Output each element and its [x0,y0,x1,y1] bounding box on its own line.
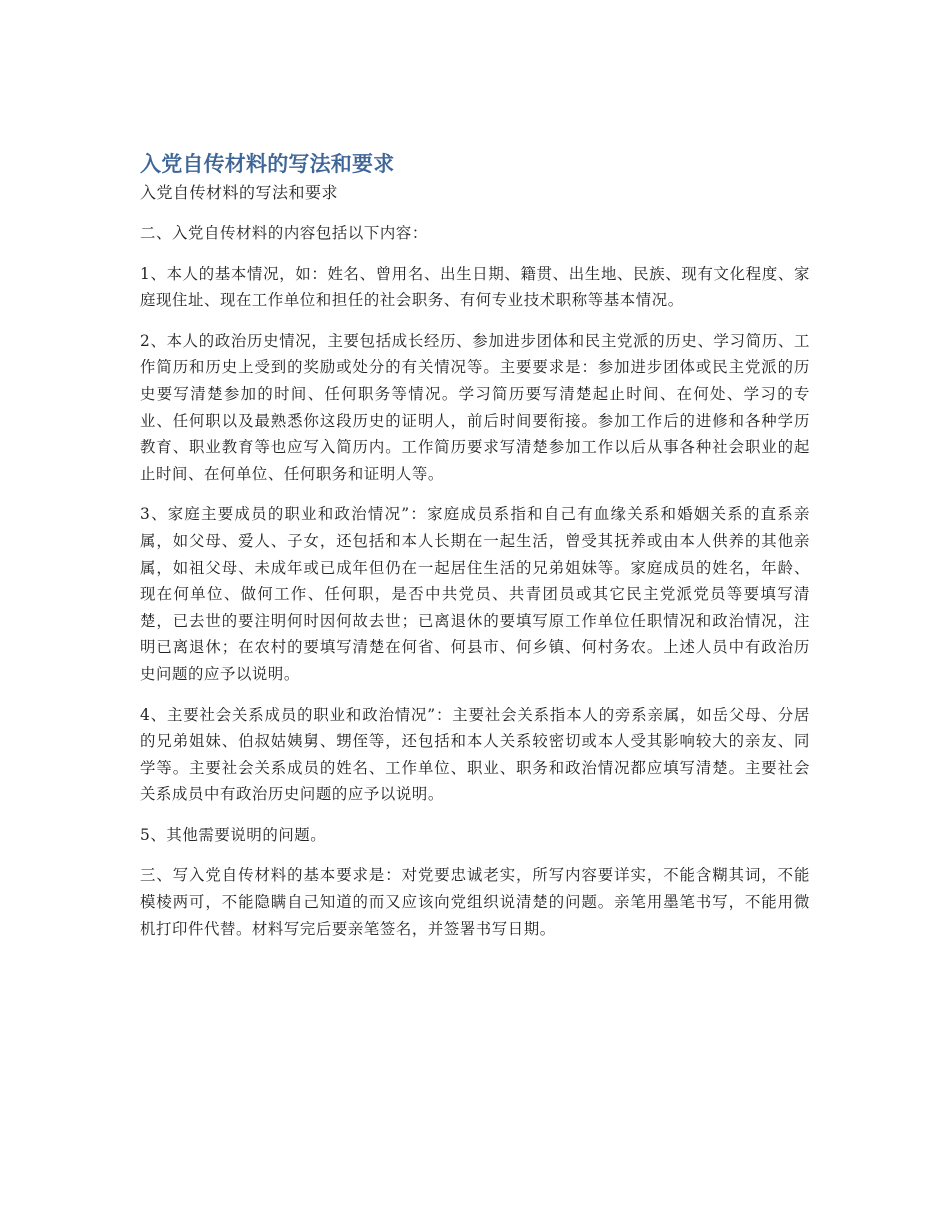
paragraph-item-4-social-relations: 4、主要社会关系成员的职业和政治情况”：主要社会关系指本人的旁系亲属，如岳父母、分居的兄弟姐妹、伯叔姑姨舅、甥侄等，还包括和本人关系较密切或本人受其影响较大的亲友、同学等。主要社会关系成员的姓名、工作单位、职业、职务和政治情况都应填写清楚。主要社会关系成员中有政治历史问题的应予以说明。 [140,705,810,804]
document-body [140,148,810,956]
paragraph-item-2-political-history: 2、本人的政治历史情况，主要包括成长经历、参加进步团体和民主党派的历史、学习简历、工作简历和历史上受到的奖励或处分的有关情况等。主要要求是：参加进步团体或民主党派的历史要写清楚参加的时间、任何职务等情况。学习简历要写清楚起止时间、在何处、学习的专业、任何职以及最熟悉你这段历史的证明人，前后时间要衔接。参加工作后的进修和各种学历教育、职业教育等也应写入简历内。工作简历要求写清楚参加工作以后从事各种社会职业的起止时间、在何单位、任何职务和证明人等。 [140,331,810,483]
paragraph-item-3-family-members: 3、家庭主要成员的职业和政治情况”：家庭成员系指和自己有血缘关系和婚姻关系的直系亲属，如父母、爱人、子女，还包括和本人长期在一起生活，曾受其抚养或由本人供养的其他亲属，如祖父母、未成年或已成年但仍在一起居住生活的兄弟姐妹等。家庭成员的姓名，年龄、现在何单位、做何工作、任何职，是否中共党员、共青团员或其它民主党派党员等要填写清楚，已去世的要注明何时因何故去世；已离退休的要填写原工作单位任职情况和政治情况，注明已离退休；在农村的要填写清楚在何省、何县市、何乡镇、何村务农。上述人员中有政治历史问题的应予以说明。 [140,505,810,683]
paragraph-section-two-intro: 二、入党自传材料的内容包括以下内容： [140,224,428,242]
paragraph-section-three-requirements: 三、写入党自传材料的基本要求是：对党要忠诚老实，所写内容要详实，不能含糊其词，不能模棱两可，不能隐瞒自己知道的而又应该向党组织说清楚的问题。亲笔用墨笔书写，不能用微机打印件代替。材料写完后要亲笔签名，并签署书写日期。 [140,866,810,938]
document-subtitle: 入党自传材料的写法和要求 [140,183,339,202]
document-title: 入党自传材料的写法和要求 [140,152,395,176]
paragraph-item-5-other-issues: 5、其他需要说明的问题。 [140,825,327,844]
paragraph-item-1-basic-info: 1、本人的基本情况，如：姓名、曾用名、出生日期、籍贯、出生地、民族、现有文化程度、家庭现住址、现在工作单位和担任的社会职务、有何专业技术职称等基本情况。 [140,264,810,310]
